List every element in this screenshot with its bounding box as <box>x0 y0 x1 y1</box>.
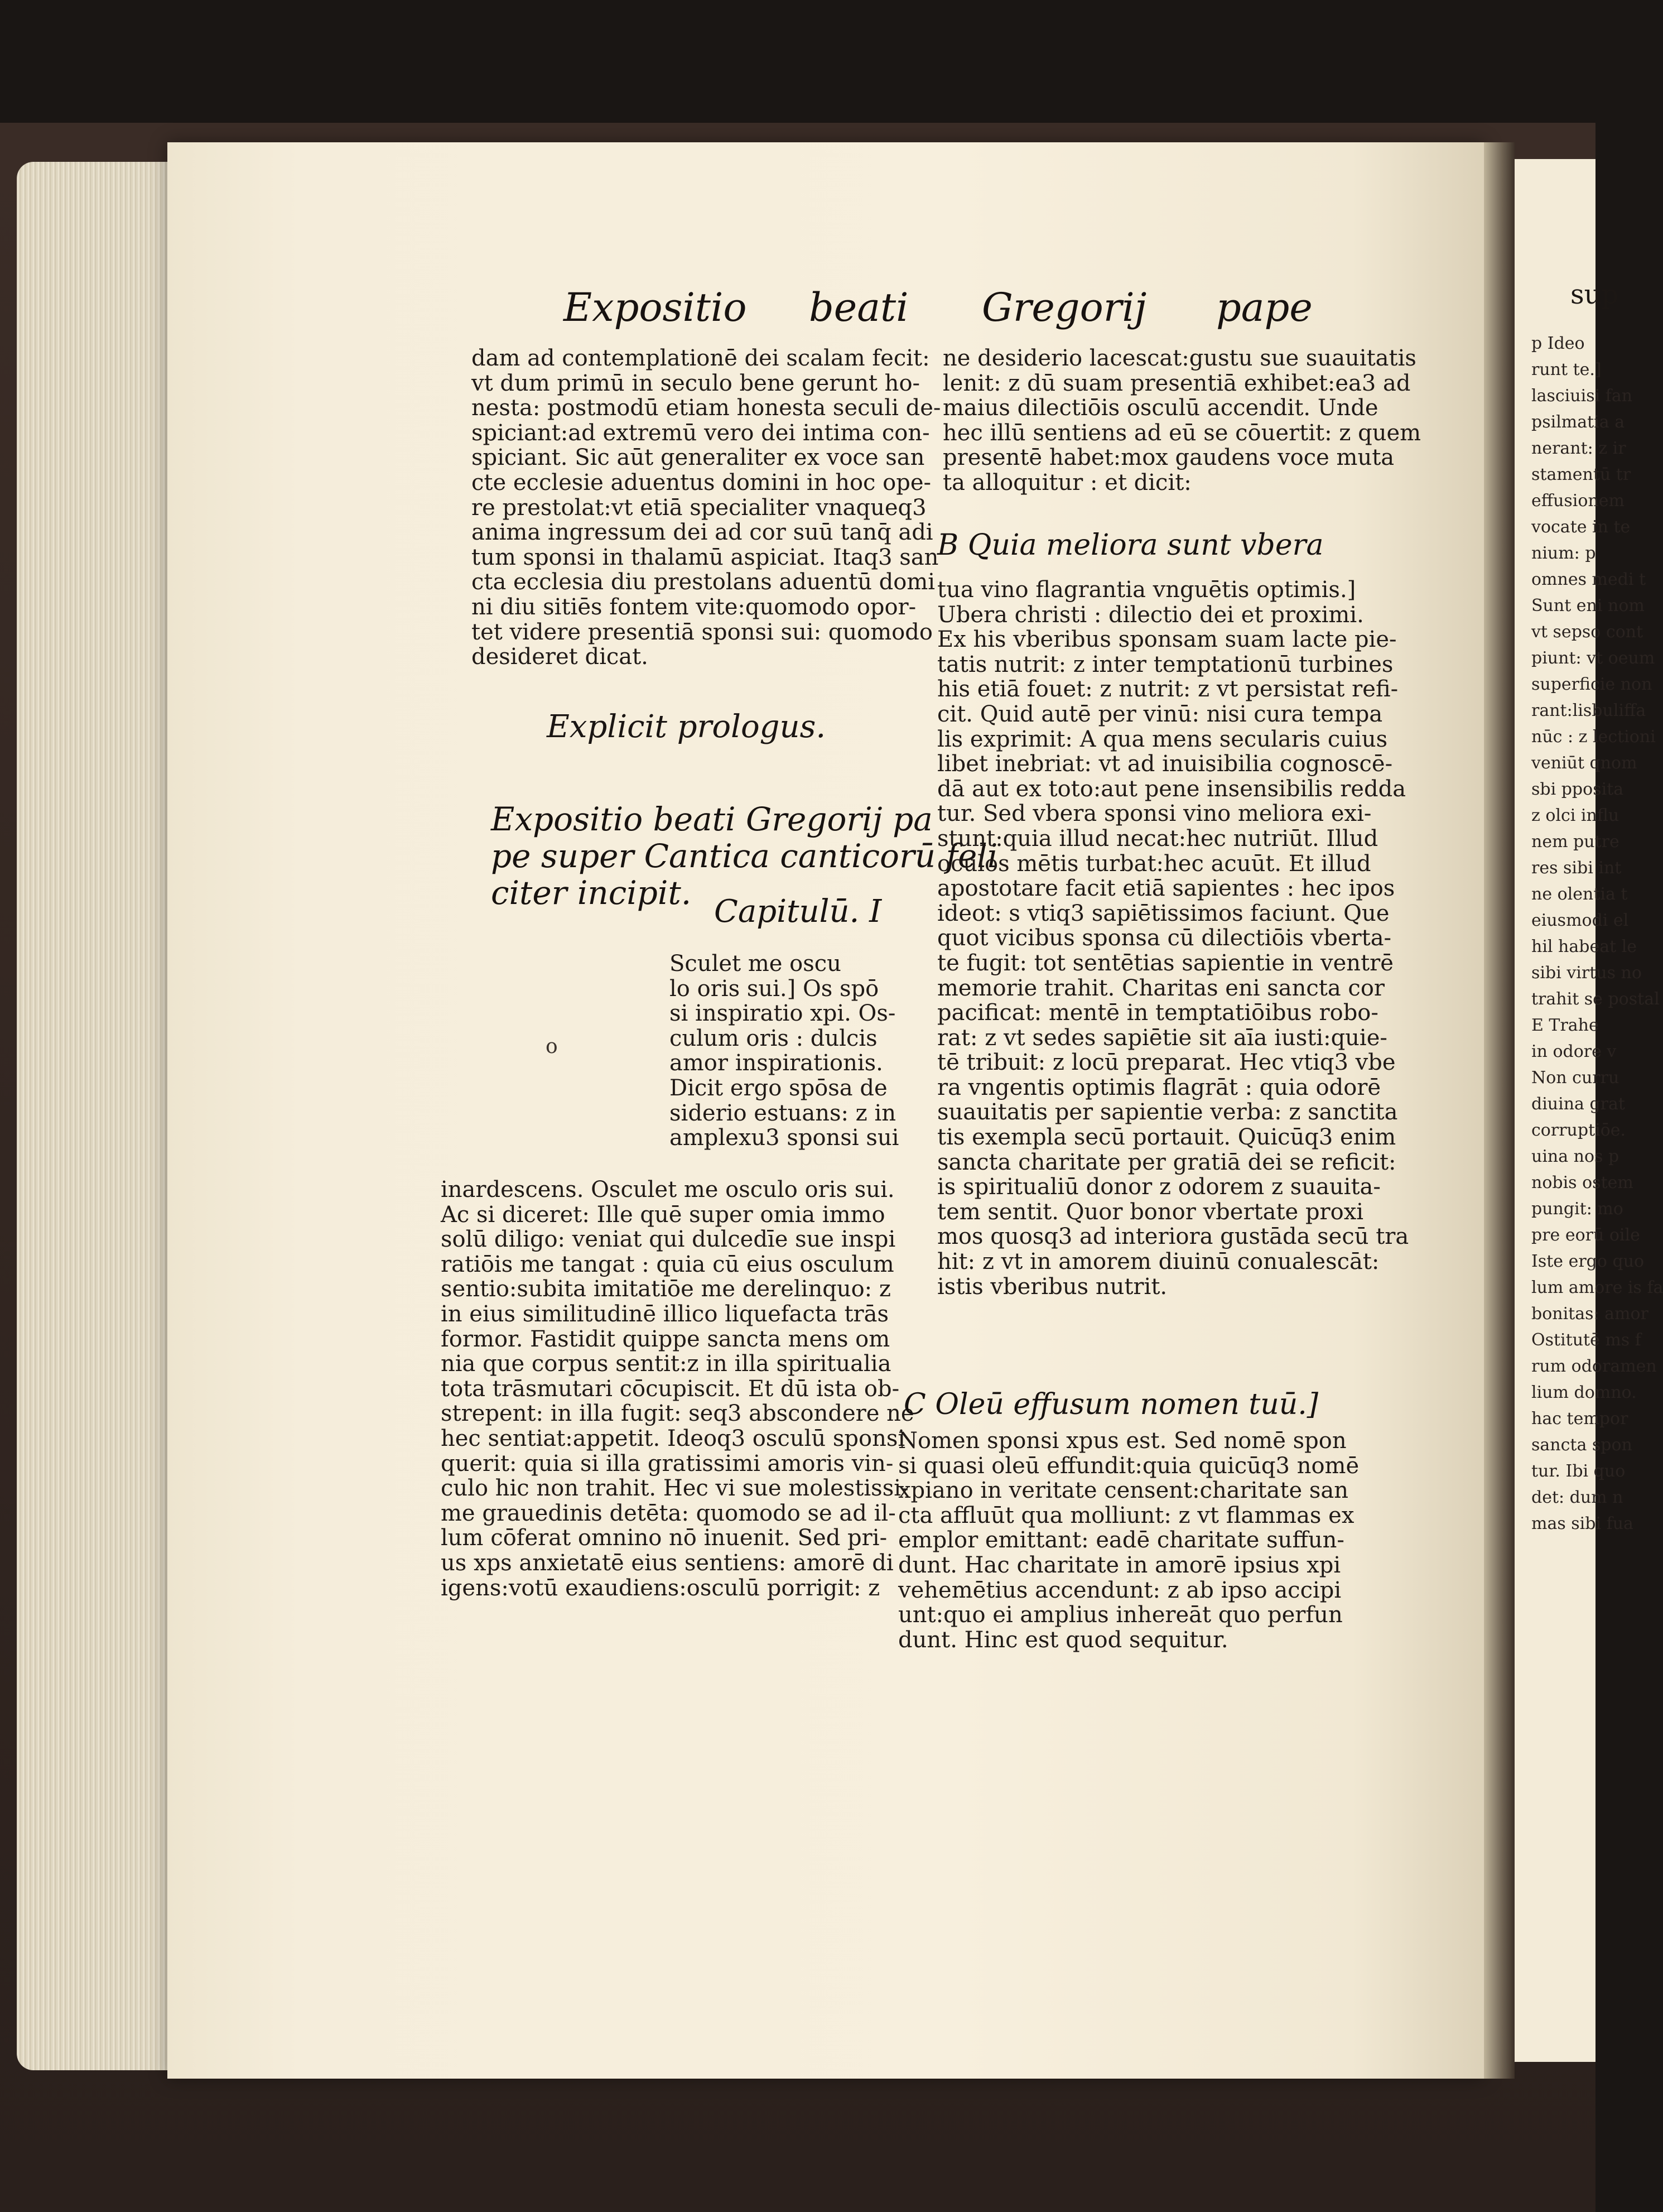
text-line: culum oris : dulcis <box>669 1025 878 1051</box>
text-line: nia que corpus sentit:z in illa spiritualia <box>441 1351 891 1377</box>
text-line: ra vngentis optimis flagrāt : quia odorē <box>937 1074 1381 1100</box>
facing-page-line: lium domno. <box>1531 1383 1637 1402</box>
text-line: lum cōferat omnino nō inuenit. Sed pri- <box>441 1525 888 1551</box>
text-line: pacificat: mentē in temptatiōibus robo- <box>937 1000 1378 1026</box>
text-line: suauitatis per sapientie verba: z sanctita <box>937 1099 1398 1126</box>
facing-page-line: piunt: vt oeum <box>1531 648 1655 668</box>
text-line: mos quosq3 ad interiora gustāda secū tra <box>937 1224 1409 1250</box>
facing-page-line: nem putre <box>1531 832 1619 852</box>
text-line: lo oris sui.] Os spō <box>669 975 879 1002</box>
facing-page-line: sancta spon <box>1531 1435 1632 1455</box>
facing-page-line: z olci influ <box>1531 806 1619 825</box>
facing-page-line: nium: p <box>1531 544 1596 563</box>
facing-page-fragment <box>1515 159 1663 2062</box>
facing-page-line: sbi pposita <box>1531 780 1624 799</box>
text-line: culo hic non trahit. Hec vi sue molestissi- <box>441 1475 909 1502</box>
text-line: xpiano in veritate censent:charitate san <box>898 1478 1348 1504</box>
text-line: vehemētius accendunt: z ab ipso accipi <box>898 1577 1342 1603</box>
text-line: lis exprimit: A qua mens secularis cuius <box>937 726 1388 752</box>
title-line: Expositio beati Gregorij pa <box>491 800 933 838</box>
text-line: dunt. Hac charitate in amorē ipsius xpi <box>898 1552 1341 1578</box>
text-line: hit: z vt in amorem diuinū conualescāt: <box>937 1249 1380 1275</box>
text-line: istis vberibus nutrit. <box>937 1273 1168 1300</box>
text-line: dam ad contemplationē dei scalam fecit: <box>471 345 930 371</box>
text-line: desideret dicat. <box>471 644 648 670</box>
header-word-gregorij: Gregorij <box>982 285 1147 330</box>
facing-page-line: diuina grat <box>1531 1094 1625 1114</box>
facing-page-line: mas sibi fua <box>1531 1514 1633 1533</box>
facing-page-line: lasciuisi fan <box>1531 386 1633 406</box>
facing-page-line: eiusmodi el <box>1531 911 1629 930</box>
text-line: anima ingressum dei ad cor suū tanq̄ adi <box>471 520 933 546</box>
text-line: libet inebriat: vt ad inuisibilia cognoscē- <box>937 751 1393 777</box>
facing-page-line: veniūt qnom <box>1531 753 1637 773</box>
text-line: tis exempla secū portauit. Quicūq3 enim <box>937 1124 1396 1151</box>
text-line: hec sentiat:appetit. Ideoq3 osculū sponsi <box>441 1425 905 1451</box>
facing-page-line: E Trahe <box>1531 1016 1599 1035</box>
facing-page-line: det: dum n <box>1531 1488 1623 1507</box>
text-line: memorie trahit. Charitas eni sancta cor <box>937 975 1385 1001</box>
text-line: tatis nutrit: z inter temptationū turbines <box>937 651 1394 677</box>
text-line: spiciant. Sic aūt generaliter ex voce san <box>471 445 925 471</box>
facing-page-line: Non curru <box>1531 1068 1619 1088</box>
text-line: his etiā fouet: z nutrit: z vt persistat refi- <box>937 676 1399 703</box>
facing-page-line: pungit: mo <box>1531 1199 1623 1219</box>
text-line: ideot: s vtiq3 sapiētissimos faciunt. Que <box>937 900 1390 926</box>
facing-page-line: corruptiōe. <box>1531 1121 1626 1140</box>
text-line: ni diu sitiēs fontem vite:quomodo opor- <box>471 594 917 620</box>
verse-oleum-effusum: C Oleū effusum nomen tuū.] <box>904 1388 1319 1421</box>
facing-page-lines <box>1515 330 1663 1537</box>
text-line: querit: quia si illa gratissimi amoris vin- <box>441 1450 894 1477</box>
text-line: spiciant:ad extremū vero dei intima con- <box>471 420 930 446</box>
text-line: emplor emittant: eadē charitate suffun- <box>898 1527 1344 1554</box>
text-line: strepent: in illa fugit: seq3 abscondere ne <box>441 1401 914 1427</box>
text-line: tota trāsmutari cōcupiscit. Et dū ista ob- <box>441 1376 900 1402</box>
text-line: cta ecclesia diu prestolans aduentū domi <box>471 569 936 595</box>
facing-page-header: sup <box>1570 279 1619 310</box>
text-line: si inspiratio xpi. Os- <box>669 1001 896 1027</box>
facing-page-line: rum odoramen <box>1531 1357 1657 1376</box>
text-line: tur. Sed vbera sponsi vino meliora exi- <box>937 801 1372 827</box>
facing-page-line: hac tempor <box>1531 1409 1628 1429</box>
text-line: us xps anxietatē eius sentiens: amorē di <box>441 1550 894 1576</box>
text-line: re prestolat:vt etiā specialiter vnaqueq3 <box>471 494 927 521</box>
facing-page-line: res sibi int <box>1531 858 1622 878</box>
page-block-edge <box>17 162 173 2070</box>
right-column-bottom-text <box>898 1429 1359 1652</box>
text-line: stunt:quia illud necat:hec nutriūt. Illud <box>937 825 1378 852</box>
facing-page-line: lum amore is fa <box>1531 1278 1663 1297</box>
right-column-middle-text <box>937 578 1409 1299</box>
facing-page-line: nobis ostem <box>1531 1173 1633 1192</box>
text-line: dunt. Hinc est quod sequitur. <box>898 1627 1228 1653</box>
text-line: cte ecclesie aduentus domini in hoc ope- <box>471 469 932 496</box>
left-column-bottom-text <box>441 1177 914 1600</box>
title-line: pe super Cantica canticorū feli <box>491 837 998 875</box>
facing-page-line: runt te.] <box>1531 360 1602 379</box>
text-line: amplexu3 sponsi sui <box>669 1125 899 1151</box>
facing-page-line: tur. Ibi quo <box>1531 1461 1626 1481</box>
text-line: Nomen sponsi xpus est. Sed nomē spon <box>898 1428 1347 1454</box>
facing-page-line: Sunt eni nom <box>1531 596 1645 615</box>
text-line: hec illū sentiens ad eū se cōuertit: z quem <box>943 420 1421 446</box>
text-line: ta alloquitur : et dicit: <box>943 469 1192 496</box>
facing-page-line: trahit se postal <box>1531 989 1660 1009</box>
text-line: tua vino flagrantia vnguētis optimis.] <box>937 577 1356 603</box>
text-line: me grauedinis detēta: quomodo se ad il- <box>441 1500 896 1526</box>
facing-page-line: omnes medi t <box>1531 570 1646 589</box>
text-line: Ac si diceret: Ille quē super omia immo <box>441 1201 885 1228</box>
left-column-top-text <box>471 346 941 670</box>
facing-page-line: effusionem <box>1531 491 1625 511</box>
facing-page-line: nerant: z ir <box>1531 439 1626 458</box>
text-line: siderio estuans: z in <box>669 1100 896 1126</box>
explicit-prologus: Explicit prologus. <box>547 709 826 745</box>
text-line: sentio:subita imitatiōe me derelinquo: z <box>441 1276 891 1302</box>
facing-page-line: rant:lisbuliffa <box>1531 701 1646 720</box>
text-line: inardescens. Osculet me osculo oris sui. <box>441 1177 895 1203</box>
book-gutter <box>1484 142 1515 2079</box>
facing-page-line: hil habeat le <box>1531 937 1637 956</box>
title-line: citer incipit. <box>491 874 692 912</box>
text-line: oculos mētis turbat:hec acuūt. Et illud <box>937 850 1371 877</box>
text-line: quot vicibus sponsa cū dilectiōis vberta- <box>937 925 1392 951</box>
right-column-top-text <box>943 346 1421 496</box>
text-line: nesta: postmodū etiam honesta seculi de- <box>471 395 941 421</box>
text-line: presentē habet:mox gaudens voce muta <box>943 445 1395 471</box>
text-line: rat: z vt sedes sapiētie sit aīa iusti:quie- <box>937 1025 1387 1051</box>
facing-page-line: stamentū tr <box>1531 465 1631 484</box>
text-line: sancta charitate per gratiā dei se reficit: <box>937 1149 1396 1175</box>
facing-page-line: in odore v <box>1531 1042 1617 1061</box>
text-line: vt dum primū in seculo bene gerunt ho- <box>471 370 920 396</box>
text-line: lenit: z dū suam presentiā exhibet:ea3 ad <box>943 370 1411 396</box>
text-line: tum sponsi in thalamū aspiciat. Itaq3 san <box>471 544 939 570</box>
facing-page-line: ne olentia t <box>1531 884 1628 904</box>
facing-page-line: pre eorū oile <box>1531 1225 1640 1245</box>
header-word-beati: beati <box>809 285 909 330</box>
text-line: amor inspirationis. <box>669 1050 883 1076</box>
text-line: solū diligo: veniat qui dulcedīe sue inspi <box>441 1227 896 1253</box>
header-word-pape: pape <box>1216 285 1313 330</box>
text-line: tet videre presentiā sponsi sui: quomodo <box>471 619 933 645</box>
text-line: ratiōis me tangat : quia cū eius osculum <box>441 1251 894 1277</box>
text-line: formor. Fastidit quippe sancta mens om <box>441 1326 890 1352</box>
text-line: si quasi oleū effundit:quia quicūq3 nomē <box>898 1453 1360 1479</box>
margin-mark: o <box>546 1035 558 1058</box>
text-line: Dicit ergo spōsa de <box>669 1075 888 1101</box>
facing-page-line: Ostitutē ms f <box>1531 1330 1641 1350</box>
verse-quia-meliora: B Quia meliora sunt vbera <box>937 528 1324 562</box>
text-line: in eius similitudinē illico liquefacta trās <box>441 1301 889 1327</box>
text-line: te fugit: tot sentētias sapientie in ventrē <box>937 950 1394 976</box>
facing-page-line: sibi virtus no <box>1531 963 1642 983</box>
text-line: cta affluūt qua molliunt: z vt flammas ex <box>898 1502 1354 1528</box>
header-word-expositio: Expositio <box>563 285 747 330</box>
text-line: maius dilectiōis osculū accendit. Unde <box>943 395 1378 421</box>
facing-page-line: Iste ergo quo <box>1531 1252 1645 1271</box>
text-line: igens:votū exaudiens:osculū porrigit: z <box>441 1575 880 1601</box>
text-line: tem sentit. Quor bonor vbertate proxi <box>937 1199 1364 1225</box>
facing-page-line: nūc : z lectioni <box>1531 727 1656 747</box>
text-line: cit. Quid autē per vinū: nisi cura tempa <box>937 701 1383 727</box>
text-line: dā aut ex toto:aut pene insensibilis redda <box>937 776 1406 802</box>
text-line: apostotare facit etiā sapientes : hec ipos <box>937 876 1395 902</box>
text-line: is spiritualiū donor z odorem z suauita- <box>937 1174 1381 1200</box>
facing-page-line: psilmatia a <box>1531 412 1625 432</box>
facing-page-line: bonitas: amor <box>1531 1304 1648 1324</box>
text-line: unt:quo ei amplius inhereāt quo perfun <box>898 1602 1343 1628</box>
text-line: Ubera christi : dilectio dei et proximi. <box>937 602 1364 628</box>
text-line: tē tribuit: z locū preparat. Hec vtiq3 vbe <box>937 1050 1396 1076</box>
facing-page-line: vocate in te <box>1531 517 1631 537</box>
facing-page-line: uina nos p <box>1531 1147 1619 1166</box>
text-line: Sculet me oscu <box>669 951 841 977</box>
facing-page-line: superficie non <box>1531 675 1652 694</box>
chapter-number: Capitulū. I <box>714 893 882 930</box>
facing-page-line: vt sepso cont <box>1531 622 1643 642</box>
initial-letter-block <box>669 951 899 1151</box>
facing-page-line: p Ideo <box>1531 334 1585 353</box>
text-line: Ex his vberibus sponsam suam lacte pie- <box>937 627 1397 653</box>
text-line: ne desiderio lacescat:gustu sue suauitatis <box>943 345 1416 371</box>
